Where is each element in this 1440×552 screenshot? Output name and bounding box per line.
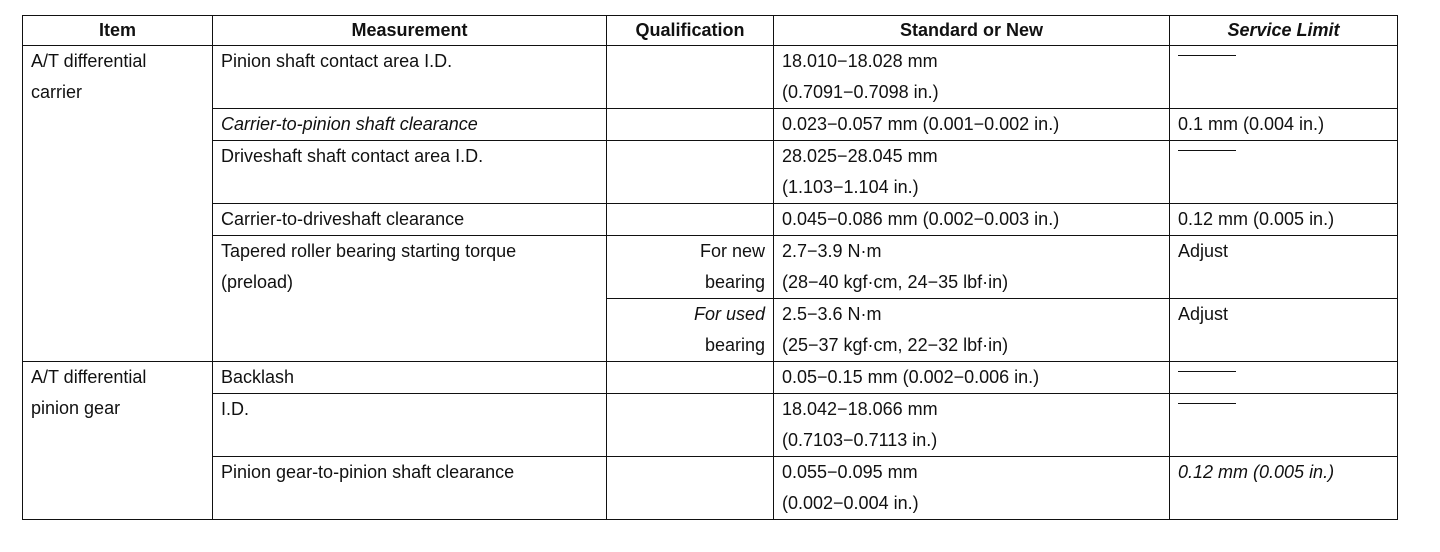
item-cell <box>23 46 213 362</box>
table-row <box>23 109 1398 141</box>
qualification-cell <box>607 457 774 520</box>
measurement-cell: Carrier-to-driveshaft clearance <box>213 204 607 236</box>
standard-value: (0.002−0.004 in.) <box>782 493 919 513</box>
standard-cell <box>774 299 1170 362</box>
qualification-cell <box>607 46 774 109</box>
header-item: Item <box>23 16 213 46</box>
qualification-label: bearing <box>704 335 765 355</box>
standard-cell: 0.05−0.15 mm (0.002−0.006 in.) <box>774 362 1170 394</box>
standard-value: (0.7103−0.7113 in.) <box>782 430 938 450</box>
standard-value: 28.025−28.045 mm <box>782 146 938 166</box>
standard-cell: 0.045−0.086 mm (0.002−0.003 in.) <box>774 204 1170 236</box>
qualification-cell <box>607 141 774 204</box>
measurement-label: (preload) <box>221 272 294 292</box>
measurement-cell: I.D. <box>213 394 607 457</box>
qualification-label: bearing <box>704 272 765 292</box>
qualification-cell <box>607 109 774 141</box>
qualification-cell <box>607 394 774 457</box>
standard-value: 18.010−18.028 mm <box>782 51 938 71</box>
standard-value: 2.5−3.6 N·m <box>782 304 882 324</box>
table-row <box>23 141 1398 204</box>
table-row <box>23 204 1398 236</box>
measurement-cell: Pinion gear-to-pinion shaft clearance <box>213 457 607 520</box>
measurement-cell: Driveshaft shaft contact area I.D. <box>213 141 607 204</box>
none-dash <box>1178 55 1236 56</box>
item-label: pinion gear <box>31 398 121 418</box>
header-standard: Standard or New <box>774 16 1170 46</box>
service-limit-cell <box>1170 394 1398 457</box>
qualification-cell <box>607 362 774 394</box>
standard-value: (1.103−1.104 in.) <box>782 177 919 197</box>
standard-value: (0.7091−0.7098 in.) <box>782 82 939 102</box>
qualification-cell <box>607 299 774 362</box>
service-limit-cell <box>1170 362 1398 394</box>
standard-cell <box>774 236 1170 299</box>
service-limit-cell <box>1170 141 1398 204</box>
item-label: A/T differential <box>31 51 147 71</box>
measurement-cell: Carrier-to-pinion shaft clearance <box>213 109 607 141</box>
header-service-limit: Service Limit <box>1170 16 1398 46</box>
service-limit-cell <box>1170 46 1398 109</box>
item-label: carrier <box>31 82 83 102</box>
table-row <box>23 394 1398 457</box>
table-row <box>23 362 1398 394</box>
standard-cell <box>774 141 1170 204</box>
measurement-label: Tapered roller bearing starting torque <box>221 241 517 261</box>
standard-cell: 0.023−0.057 mm (0.001−0.002 in.) <box>774 109 1170 141</box>
qualification-label: For new <box>699 241 765 261</box>
service-limit-cell: Adjust <box>1170 236 1398 299</box>
standard-cell <box>774 394 1170 457</box>
standard-value: (28−40 kgf·cm, 24−35 lbf·in) <box>782 272 1009 292</box>
header-measurement: Measurement <box>213 16 607 46</box>
header-qualification: Qualification <box>607 16 774 46</box>
measurement-cell <box>213 236 607 362</box>
qualification-cell <box>607 204 774 236</box>
table-row <box>23 457 1398 520</box>
item-cell <box>23 362 213 520</box>
item-label: A/T differential <box>31 367 147 387</box>
standard-value: 0.055−0.095 mm <box>782 462 918 482</box>
qualification-label: For used <box>693 304 765 324</box>
service-limit-cell: 0.12 mm (0.005 in.) <box>1170 204 1398 236</box>
specification-table <box>22 15 1398 520</box>
table-row <box>23 236 1398 299</box>
service-limit-cell: 0.1 mm (0.004 in.) <box>1170 109 1398 141</box>
standard-value: 18.042−18.066 mm <box>782 399 938 419</box>
measurement-cell: Backlash <box>213 362 607 394</box>
qualification-cell <box>607 236 774 299</box>
standard-cell <box>774 457 1170 520</box>
none-dash <box>1178 150 1236 151</box>
standard-cell <box>774 46 1170 109</box>
none-dash <box>1178 403 1236 404</box>
none-dash <box>1178 371 1236 372</box>
standard-value: (25−37 kgf·cm, 22−32 lbf·in) <box>782 335 1009 355</box>
measurement-cell: Pinion shaft contact area I.D. <box>213 46 607 109</box>
table-row <box>23 46 1398 109</box>
header-row <box>23 16 1398 46</box>
service-limit-cell: 0.12 mm (0.005 in.) <box>1170 457 1398 520</box>
service-limit-cell: Adjust <box>1170 299 1398 362</box>
standard-value: 2.7−3.9 N·m <box>782 241 882 261</box>
